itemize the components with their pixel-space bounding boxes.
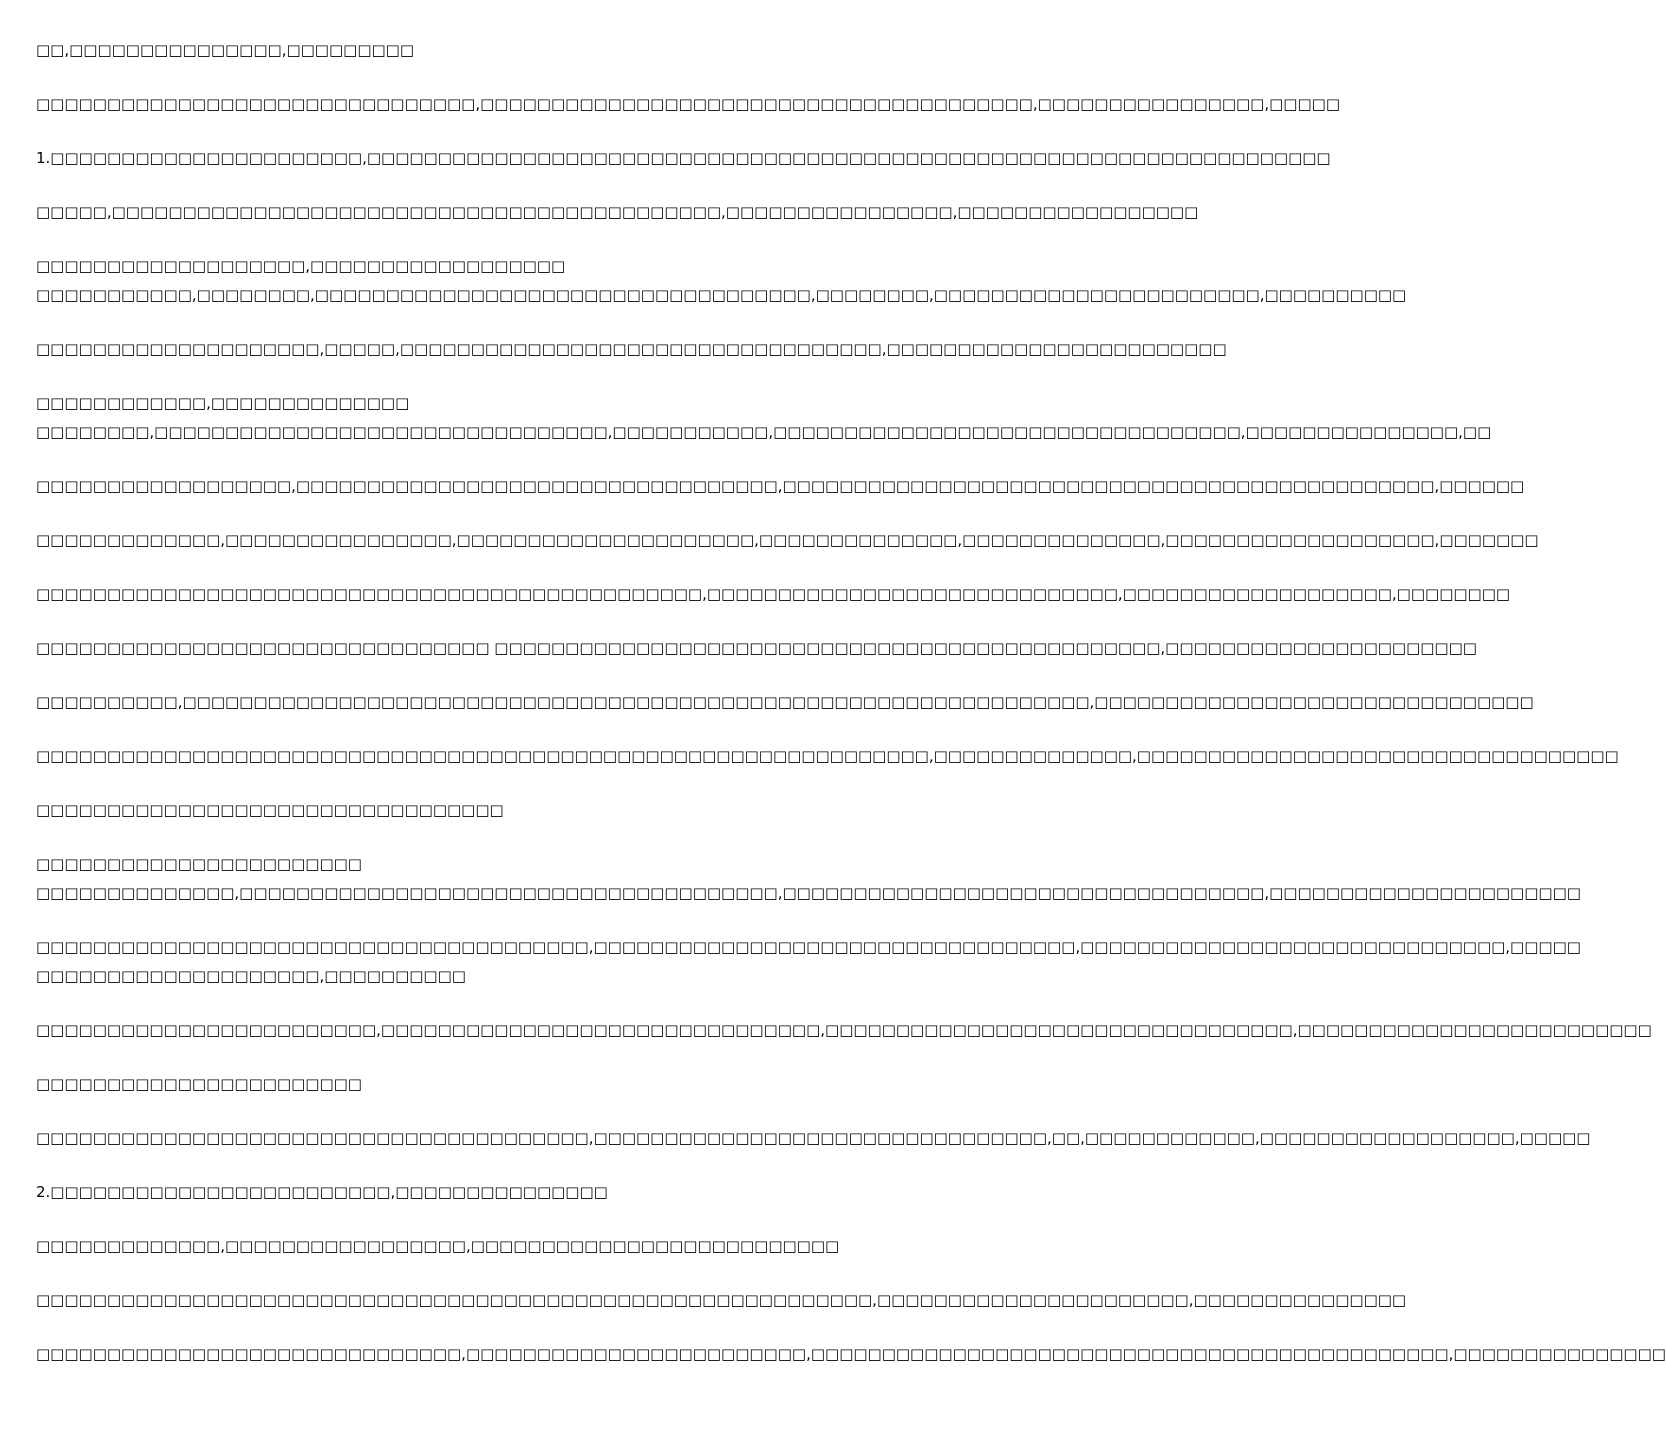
paragraph <box>36 692 1534 712</box>
text-line: □□□□□□□□□□□□□□□□□□□□□□□ <box>36 1075 362 1093</box>
text-line: □□□□□□□□□□□□□□□□□□□□,□□□□□,□□□□□□□□□□□□□□□□□□□□□□□□□□□□□□□□□□,□□□□□□□□□□□□□□□□□□□□□□□□ <box>36 340 1227 358</box>
text-line: □□□□□□□□□□□□□,□□□□□□□□□□□□□□□□□,□□□□□□□□□□□□□□□□□□□□□□□□□□ <box>36 1237 840 1255</box>
text-line: □□□□□□□□,□□□□□□□□□□□□□□□□□□□□□□□□□□□□□□□□,□□□□□□□□□□□,□□□□□□□□□□□□□□□□□□□□□□□□□□□□□□□□□,□□□□□□□□□□□□□□□,□□ <box>36 423 1492 441</box>
text-line: □□□□□□□□□□□□□□□□□□□□□□□□□□□□□□,□□□□□□□□□□□□□□□□□□□□□□□□,□□□□□□□□□□□□□□□□□□□□□□□□□□□□□□□□□□□□□□□□□□□□□,□□□□□□□□□□□□□□□ <box>36 1345 1666 1363</box>
paragraph <box>36 746 1619 766</box>
text-line: □□□□□,□□□□□□□□□□□□□□□□□□□□□□□□□□□□□□□□□□□□□□□□□□□,□□□□□□□□□□□□□□□□,□□□□□□□□□□□□□□□□□ <box>36 203 1199 221</box>
paragraph <box>36 476 1525 496</box>
text-line: □□□□□□□□□□□,□□□□□□□□,□□□□□□□□□□□□□□□□□□□□□□□□□□□□□□□□□□□,□□□□□□□□,□□□□□□□□□□□□□□□□□□□□□□□,□□□□□□□□□□ <box>36 286 1407 304</box>
paragraph <box>36 94 1340 114</box>
paragraph <box>36 937 1581 986</box>
paragraph <box>36 1290 1407 1310</box>
text-line: □□□□□□□□□□□□,□□□□□□□□□□□□□□ <box>36 394 410 412</box>
paragraph <box>36 1236 990 1256</box>
paragraph <box>36 256 1407 305</box>
text-line: □□□□□□□□□□□□□,□□□□□□□□□□□□□□□□,□□□□□□□□□□□□□□□□□□□□□,□□□□□□□□□□□□□□,□□□□□□□□□□□□□□,□□□□□□□□□□□□□□□□□□□,□□□□□□□ <box>36 531 1539 549</box>
text-line: □□□□□□□□□□,□□□□□□□□□□□□□□□□□□□□□□□□□□□□□□□□□□□□□□□□□□□□□□□□□□□□□□□□□□□□□□□□,□□□□□□□□□□□□□□□□□□□□□□□□□□□□□□□ <box>36 693 1534 711</box>
text-line: □□□□□□□□□□□□□□,□□□□□□□□□□□□□□□□□□□□□□□□□□□□□□□□□□□□□□,□□□□□□□□□□□□□□□□□□□□□□□□□□□□□□□□□□,□□□□□□□□□□□□□□□□□□□□□□ <box>36 884 1581 902</box>
text-line: □□□□□□□□□□□□□□□□□□□□□□□□□□□□□□□□□□□□□□□,□□□□□□□□□□□□□□□□□□□□□□□□□□□□□□□□□□,□□□□□□□□□□□□□□□□□□□□□□□□□□□□□□,□□□□□ <box>36 938 1581 956</box>
paragraph <box>36 584 1511 604</box>
paragraph <box>36 1128 1591 1148</box>
text-line: □□□□□□□□□□□□□□□□□□□□□□□□□□□□□□□□□□□□□□□□□□□□□□□□□□□□□□□□□□□□□□□,□□□□□□□□□□□□□□,□□□□□□□□□□□□□□□□□□□□□□□□□□□□□□□□□□ <box>36 747 1619 765</box>
paragraph <box>36 393 1492 442</box>
text-line: □□,□□□□□□□□□□□□□□□,□□□□□□□□□ <box>36 41 415 59</box>
text-line: □□□□□□□□□□□□□□□□□□□□□□□□□□□□□□□□□□□□□□□□□□□□□□□,□□□□□□□□□□□□□□□□□□□□□□□□□□□□□,□□□□□□□□□□□□□□□□□□□,□□□□□□□□ <box>36 585 1511 603</box>
paragraph <box>36 1182 990 1202</box>
paragraph <box>36 148 1331 168</box>
paragraph <box>36 1020 1652 1040</box>
text-line: □□□□□□□□□□□□□□□□□□□□□□□□,□□□□□□□□□□□□□□□□□□□□□□□□□□□□□□□,□□□□□□□□□□□□□□□□□□□□□□□□□□□□□□□□□,□□□□□□□□□□□□□□□□□□□□□□□□□ <box>36 1021 1652 1039</box>
document-page <box>36 40 1666 1440</box>
text-line: □□□□□□□□□□□□□□□□□□□□□□□□□□□□□□□□□ <box>36 801 504 819</box>
text-line: □□□□□□□□□□□□□□□□□□□□□□□□□□□□□□□□□□□□□□□,□□□□□□□□□□□□□□□□□□□□□□□□□□□□□□□□,□□,□□□□□□□□□□□□,□□□□□□□□□□□□□□□□□□,□□□□□ <box>36 1129 1591 1147</box>
text-line: □□□□□□□□□□□□□□□□□□□□□□□□□□□□□□□,□□□□□□□□□□□□□□□□□□□□□□□□□□□□□□□□□□□□□□□,□□□□□□□□□□□□□□□□,□□□□□ <box>36 95 1340 113</box>
paragraph <box>36 40 990 60</box>
paragraph <box>36 1074 990 1094</box>
paragraph <box>36 800 990 820</box>
text-line: □□□□□□□□□□□□□□□□□□□□□□□ <box>36 855 362 873</box>
paragraph <box>36 638 1477 658</box>
text-line: □□□□□□□□□□□□□□□□□□□□□□□□□□□□□□□□□□□□□□□□□□□□□□□□□□□□□□□□□□□,□□□□□□□□□□□□□□□□□□□□□□,□□□□□□□□□□□□□□□ <box>36 1291 1407 1309</box>
paragraph <box>36 530 1539 550</box>
paragraph <box>36 202 1199 222</box>
text-line: □□□□□□□□□□□□□□□□□□,□□□□□□□□□□□□□□□□□□□□□□□□□□□□□□□□□□,□□□□□□□□□□□□□□□□□□□□□□□□□□□□□□□□□□□□□□□□□□□□□□,□□□□□□ <box>36 477 1525 495</box>
text-line: 1.□□□□□□□□□□□□□□□□□□□□□□,□□□□□□□□□□□□□□□□□□□□□□□□□□□□□□□□□□□□□□□□□□□□□□□□□□□□□□□□□□□□□□□□□□□□ <box>36 149 1331 167</box>
text-line: 2.□□□□□□□□□□□□□□□□□□□□□□□□,□□□□□□□□□□□□□□□ <box>36 1183 608 1201</box>
text-line: □□□□□□□□□□□□□□□□□□□□□□□□□□□□□□□□ □□□□□□□□□□□□□□□□□□□□□□□□□□□□□□□□□□□□□□□□□□□□□□□,□□□□□□□□□□□□□□□□□□□□□□ <box>36 639 1477 657</box>
paragraph <box>36 854 1581 903</box>
text-line: □□□□□□□□□□□□□□□□□□□□,□□□□□□□□□□ <box>36 967 466 985</box>
paragraph <box>36 1344 1666 1364</box>
text-line: □□□□□□□□□□□□□□□□□□□,□□□□□□□□□□□□□□□□□□ <box>36 257 566 275</box>
paragraph <box>36 339 1227 359</box>
